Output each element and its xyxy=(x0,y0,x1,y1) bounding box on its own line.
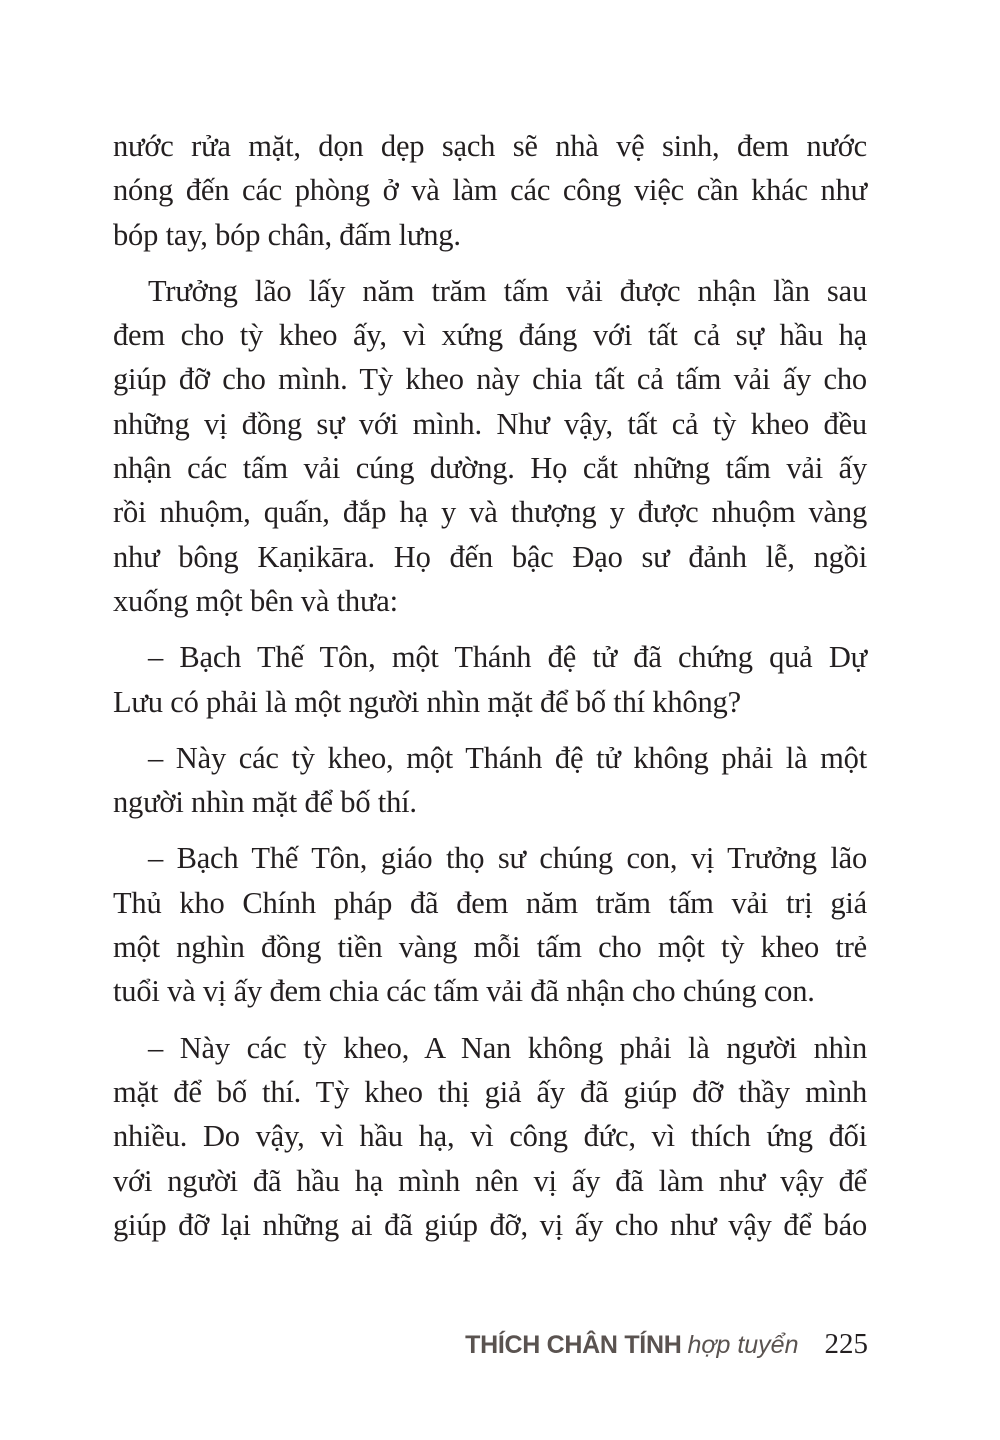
text-line: Trưởng lão lấy năm trăm tấm vải được nhận lần sau xyxy=(148,273,867,308)
text-line: với người đã hầu hạ mình nên vị ấy đã làm như vậy để xyxy=(113,1163,867,1198)
page-footer xyxy=(418,1328,868,1368)
text-line: Lưu có phải là một người nhìn mặt để bố thí không? xyxy=(113,684,741,719)
text-line: – Này các tỳ kheo, A Nan không phải là người nhìn xyxy=(148,1030,867,1065)
text-line: nhận các tấm vải cúng dường. Họ cắt những tấm vải ấy xyxy=(113,451,867,486)
paragraph xyxy=(113,269,867,623)
running-footer-title: THÍCH CHÂN TÍNH xyxy=(465,1331,682,1359)
text-line: nóng đến các phòng ở và làm các công việc cần khác như xyxy=(113,173,867,208)
text-line: đem cho tỳ kheo ấy, vì xứng đáng với tất cả sự hầu hạ xyxy=(113,318,867,353)
paragraph xyxy=(113,1026,867,1247)
text-line: giúp đỡ cho mình. Tỳ kheo này chia tất cả tấm vải ấy cho xyxy=(113,362,867,397)
text-line: giúp đỡ lại những ai đã giúp đỡ, vị ấy cho như vậy để báo xyxy=(113,1207,867,1242)
page-body xyxy=(113,124,867,1259)
text-line: rồi nhuộm, quấn, đắp hạ y và thượng y được nhuộm vàng xyxy=(113,495,867,530)
text-line: xuống một bên và thưa: xyxy=(113,583,398,618)
text-line: một nghìn đồng tiền vàng mỗi tấm cho một tỳ kheo trẻ xyxy=(113,930,867,965)
paragraph xyxy=(113,124,867,257)
text-line: tuổi và vị ấy đem chia các tấm vải đã nhận cho chúng con. xyxy=(113,974,815,1009)
text-line: mặt để bố thí. Tỳ kheo thị giả ấy đã giúp đỡ thầy mình xyxy=(113,1074,867,1109)
text-line: bóp tay, bóp chân, đấm lưng. xyxy=(113,217,461,252)
text-line: nước rửa mặt, dọn dẹp sạch sẽ nhà vệ sinh, đem nước xyxy=(113,129,867,163)
paragraph xyxy=(113,635,867,724)
text-line: – Bạch Thế Tôn, một Thánh đệ tử đã chứng quả Dự xyxy=(148,640,867,675)
text-line: Thủ kho Chính pháp đã đem năm trăm tấm vải trị giá xyxy=(113,885,867,920)
text-line: nhiều. Do vậy, vì hầu hạ, vì công đức, vì thích ứng đối xyxy=(113,1119,867,1154)
text-line: những vị đồng sự với mình. Như vậy, tất cả tỳ kheo đều xyxy=(113,406,867,441)
running-footer-subtitle: hợp tuyển xyxy=(687,1331,799,1359)
page-number: 225 xyxy=(824,1328,868,1360)
text-line: – Này các tỳ kheo, một Thánh đệ tử không phải là một xyxy=(148,740,867,775)
text-line: như bông Kaṇikāra. Họ đến bậc Đạo sư đảnh lễ, ngồi xyxy=(113,539,867,574)
paragraph xyxy=(113,836,867,1013)
text-line: – Bạch Thế Tôn, giáo thọ sư chúng con, vị Trưởng lão xyxy=(148,841,867,876)
paragraph xyxy=(113,736,867,825)
text-line: người nhìn mặt để bố thí. xyxy=(113,785,417,820)
